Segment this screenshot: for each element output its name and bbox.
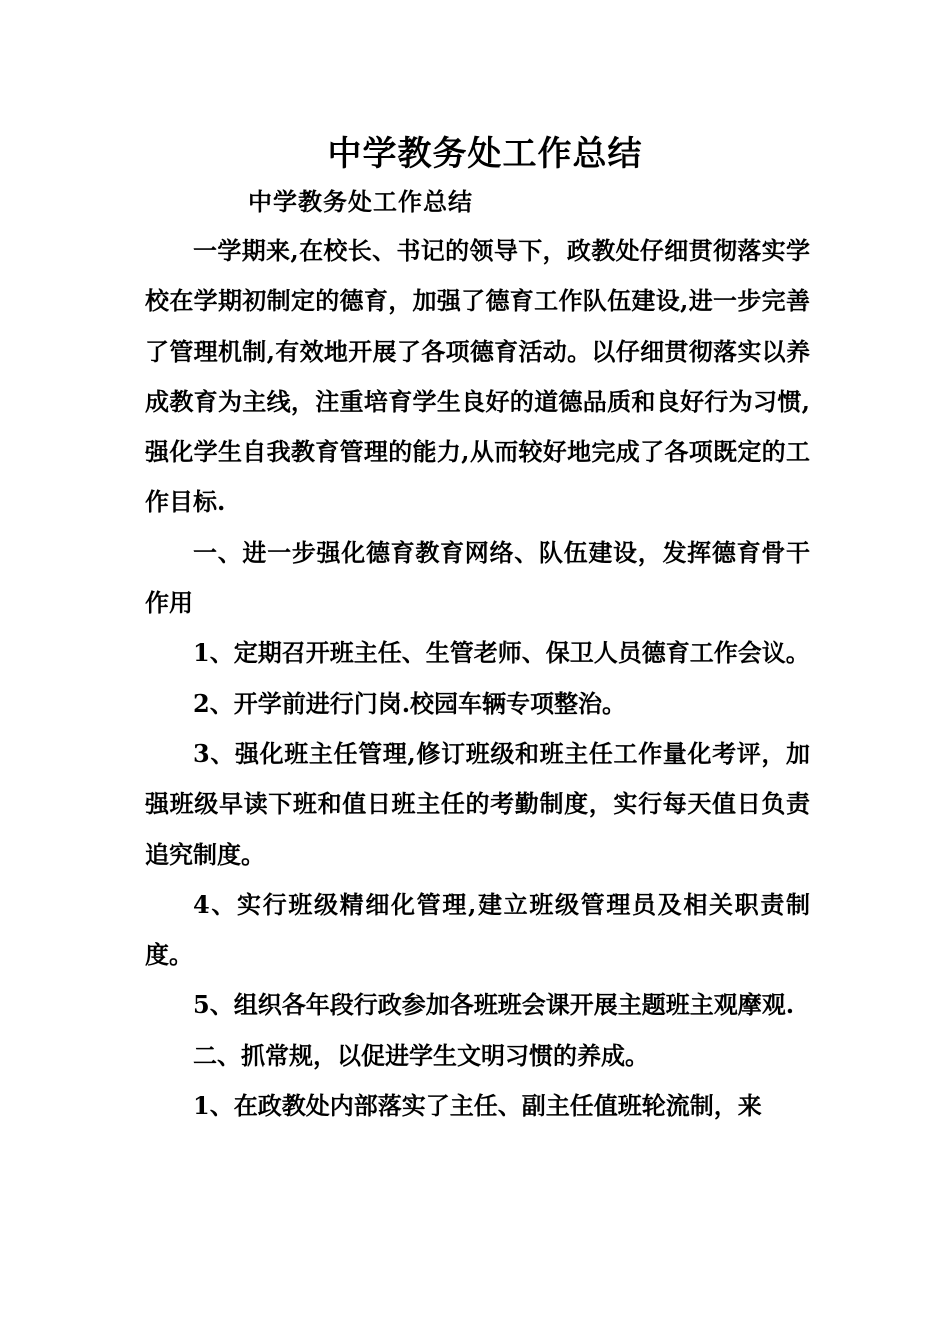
paragraph-intro: 一学期来,在校长、书记的领导下，政教处仔细贯彻落实学校在学期初制定的德育，加强了德育工作队伍建设,进一步完善了管理机制,有效地开展了各项德育活动。以仔细贯彻落实以养成教育为主线，注重培育学生良好的道德品质和良好行为习惯,强化学生自我教育管理的能力,从而较好地完成了各项既定的工作目标. [145,236,810,517]
list-item: 5、组织各年段行政参加各班班会课开展主题班主观摩观. [193,990,795,1020]
list-item: 2、开学前进行门岗.校园车辆专项整治。 [193,688,627,718]
section-heading-1: 一、进一步强化德育教育网络、队伍建设，发挥德育骨干作用 [145,537,810,618]
list-item: 1、在政教处内部落实了主任、副主任值班轮流制，来 [193,1091,762,1121]
document-body [145,226,810,1131]
document-title: 中学教务处工作总结 [327,134,643,174]
list-item: 4、实行班级精细化管理,建立班级管理员及相关职责制度。 [145,889,810,970]
document-subtitle: 中学教务处工作总结 [248,187,473,216]
list-item: 1、定期召开班主任、生管老师、保卫人员德育工作会议。 [193,638,810,668]
list-item: 3、强化班主任管理,修订班级和班主任工作量化考评，加强班级早读下班和值日班主任的考勤制度，实行每天值日负责追究制度。 [145,738,810,869]
section-heading-2: 二、抓常规，以促进学生文明习惯的养成。 [193,1040,649,1070]
